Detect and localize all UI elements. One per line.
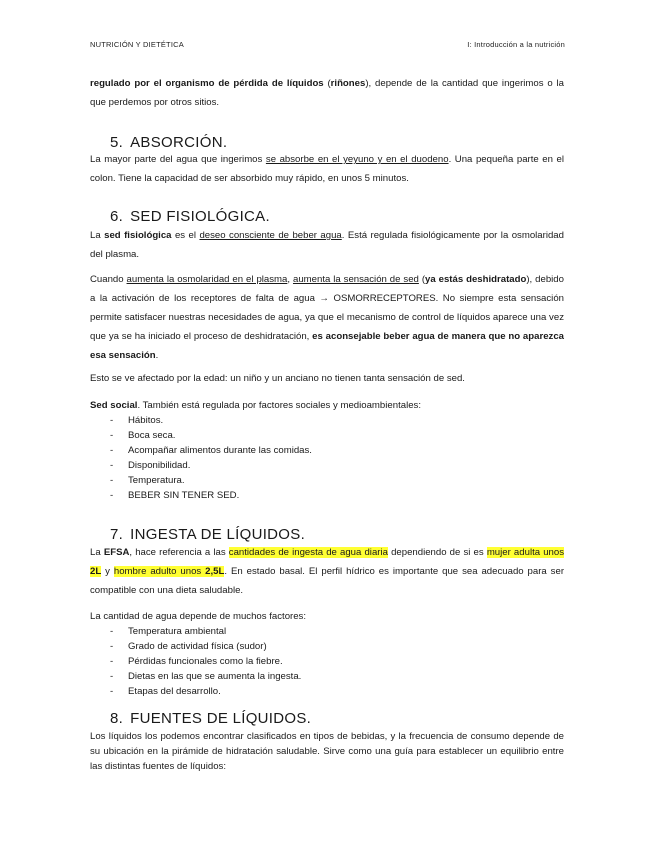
sed-social-paragraph (90, 398, 564, 413)
list-item: - Acompañar alimentos durante las comidas. (90, 443, 564, 458)
bold-text: Sed social (90, 400, 138, 411)
intro-rest: ), depende de la cantidad que ingerimos o la que perdemos por otros sitios. (90, 78, 564, 108)
header-subject: NUTRICIÓN Y DIETÉTICA (90, 40, 184, 49)
page-header (90, 40, 565, 49)
intro-bold-kidneys: riñones (330, 78, 366, 89)
absorcion-paragraph (90, 150, 564, 188)
ingesta-paragraph-2 (90, 609, 564, 624)
text: . También está regulada por factores sociales y medioambientales: (137, 400, 421, 411)
bold-text: sed fisiológica (104, 230, 172, 241)
text: La mayor parte del agua que ingerimos (90, 154, 266, 165)
list-item: - Boca seca. (90, 428, 564, 443)
underlined-text: se absorbe en el yeyuno y en el duodeno (265, 154, 449, 165)
header-chapter: I: Introducción a la nutrición (467, 40, 565, 49)
heading-ingesta (110, 526, 305, 543)
sed-social-list (90, 413, 564, 503)
text: y (101, 566, 114, 577)
sed-paragraph-3 (90, 369, 564, 388)
text: La (90, 230, 105, 241)
intro-text: ( (323, 78, 331, 89)
heading-title: ABSORCIÓN. (130, 134, 228, 151)
highlighted-text: cantidades de ingesta de agua diaria (228, 547, 388, 558)
heading-title: FUENTES DE LÍQUIDOS. (130, 710, 312, 727)
ingesta-paragraph-1 (90, 543, 564, 600)
text: Cuando (90, 274, 127, 285)
text: Los líquidos los podemos encontrar clasificados en tipos de bebidas, y la frecuencia de consumo depende de su ubicación en la pirámide de hidratación saludable. Sirve como una guía para establecer un equilibrio entre las distintas fuentes de líquidos: (90, 731, 564, 772)
heading-title: SED FISIOLÓGICA. (130, 208, 270, 225)
text: es el (171, 230, 200, 241)
ingesta-factors-list (90, 624, 564, 699)
heading-number: 6. (110, 208, 124, 225)
text: ( (418, 274, 426, 285)
bold-text: ya estás deshidratado (425, 274, 527, 285)
heading-number: 5. (110, 134, 124, 151)
text: La (90, 547, 104, 558)
list-item: - Temperatura ambiental (90, 624, 564, 639)
heading-title: INGESTA DE LÍQUIDOS. (130, 526, 306, 543)
text: . Está regulada fisiológicamente por la osmolaridad del plasma. (90, 230, 564, 260)
bold-text: 2L (90, 566, 102, 577)
bold-text: EFSA (103, 547, 130, 558)
heading-sed-fisiologica (110, 208, 270, 225)
bold-text: 2,5L (205, 566, 225, 577)
highlighted-text (114, 566, 224, 577)
text: , (287, 274, 293, 285)
text: . (155, 350, 159, 361)
intro-paragraph (90, 74, 564, 112)
underlined-text: aumenta la sensación de sed (292, 274, 419, 285)
list-item: - Dietas en las que se aumenta la ingesta. (90, 669, 564, 684)
text: . En estado basal. El perfil hídrico es importante que sea adecuado para ser compatible con una dieta saludable. (90, 566, 565, 596)
underlined-text: deseo consciente de beber agua (199, 230, 342, 241)
underlined-text: aumenta la osmolaridad en el plasma (126, 274, 288, 285)
text: mujer adulta unos (486, 547, 565, 558)
list-item: - Pérdidas funcionales como la fiebre. (90, 654, 564, 669)
list-item: - Hábitos. (90, 413, 564, 428)
heading-absorcion (110, 134, 227, 151)
list-item: - Disponibilidad. (90, 458, 564, 473)
text: , hace referencia a las (129, 547, 229, 558)
intro-bold: regulado por el organismo de pérdida de líquidos (90, 78, 324, 89)
text: . Una pequeña parte en el colon. Tiene la capacidad de ser absorbido muy rápido, en unos 5 minutos. (90, 154, 565, 184)
list-item: - BEBER SIN TENER SED. (90, 488, 564, 503)
text: dependiendo de si es (387, 547, 487, 558)
sed-paragraph-1 (90, 226, 564, 264)
fuentes-paragraph (90, 729, 564, 774)
sed-paragraph-2 (90, 270, 564, 365)
heading-number: 8. (110, 710, 124, 727)
text: hombre adulto unos (113, 566, 206, 577)
list-item: - Temperatura. (90, 473, 564, 488)
text: Esto se ve afectado por la edad: un niño y un anciano no tienen tanta sensación de sed. (90, 373, 465, 384)
heading-fuentes (110, 710, 311, 727)
text: ), debido a la activación de los receptores de falta de agua → OSMORRECEPTORES. No siempre esta sensación permite satisfacer nuestras necesidades de agua, ya que el mecanismo de control de líquidos aparece una vez que ya se ha iniciado el proceso de deshidratación, (90, 274, 564, 342)
list-item: - Etapas del desarrollo. (90, 684, 564, 699)
list-item: - Grado de actividad física (sudor) (90, 639, 564, 654)
text: La cantidad de agua depende de muchos factores: (90, 611, 307, 622)
bold-text: es aconsejable beber agua de manera que no aparezca esa sensación (90, 331, 564, 361)
heading-number: 7. (110, 526, 124, 543)
